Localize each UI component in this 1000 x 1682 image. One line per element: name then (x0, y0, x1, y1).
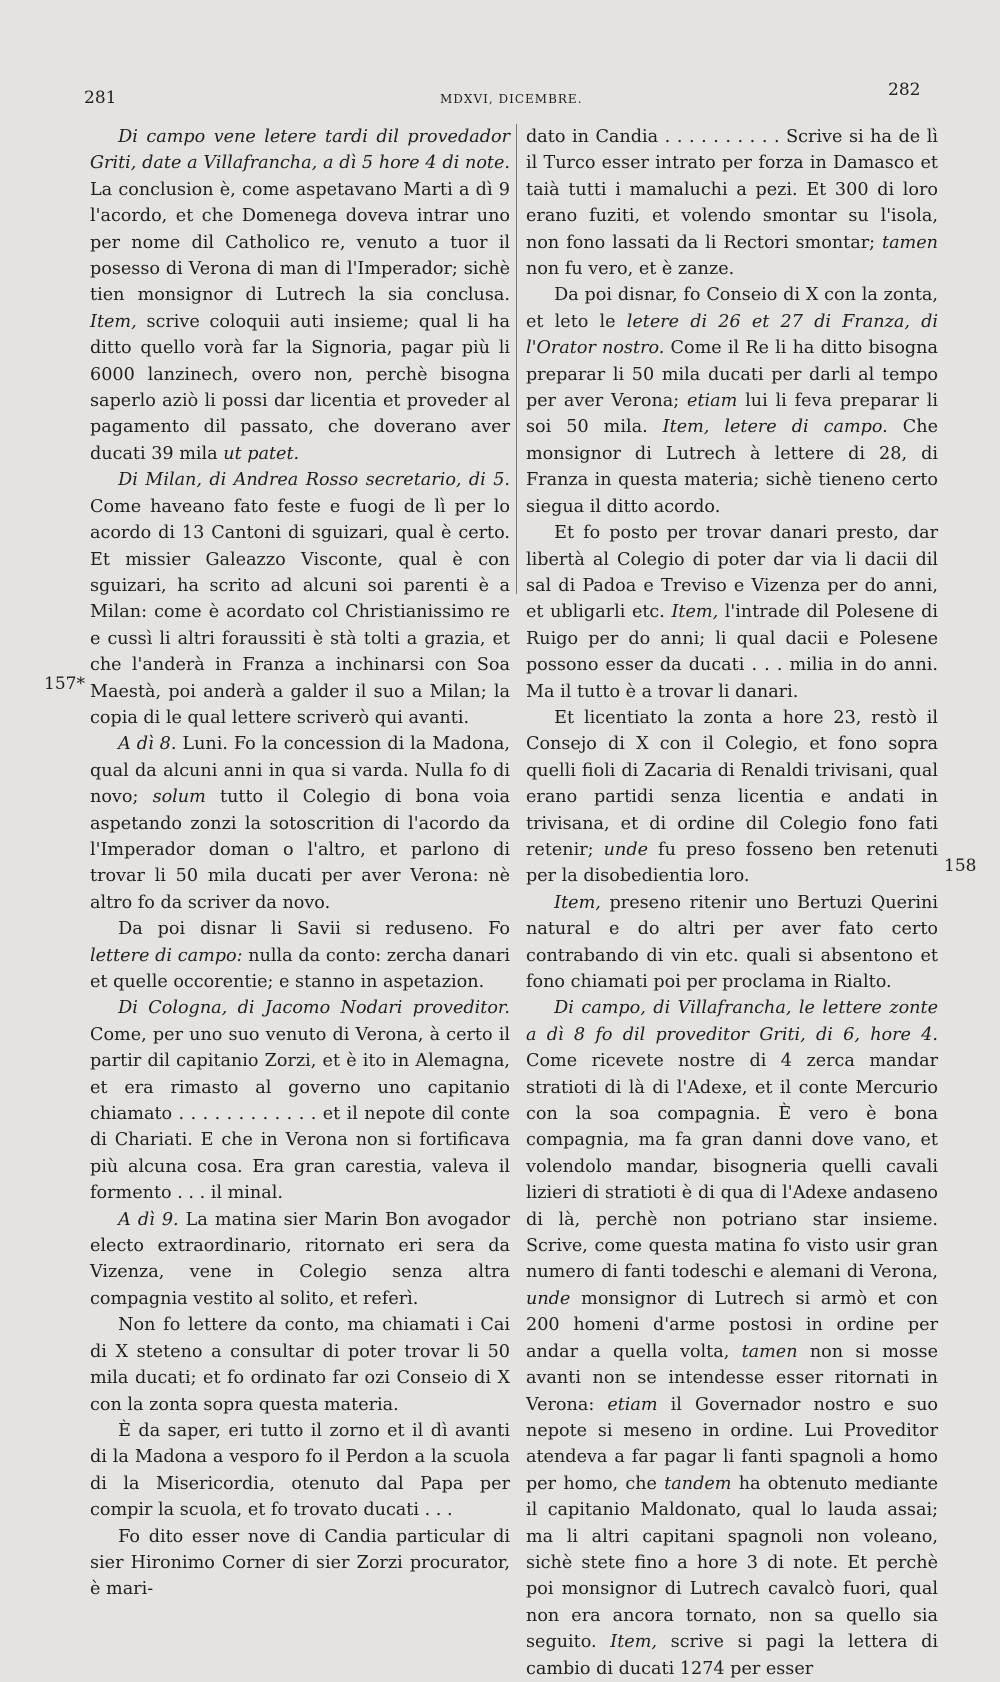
running-title: MDXVI, DICEMBRE. (440, 92, 583, 106)
paragraph: Item, preseno ritenir uno Bertuzi Querini natural e do altri per aver fato certo contrabando di vin etc. quali si absentono et fono chiamati poi per proclama in Rialto. (526, 892, 938, 992)
right-column (526, 124, 938, 1682)
running-head (0, 80, 1000, 118)
paragraph: A dì 8. Luni. Fo la concession di la Madona, qual da alcuni anni in qua si varda. Nulla fo di novo; solum tutto il Colegio di bona voia aspetando zonzi la sotoscrition di l'acordo da l'Imperador doman o l'altro, et parlono di trovar li 50 mila ducati per aver Verona: nè altro fo da scriver da novo. (90, 734, 510, 913)
paragraph: Di Cologna, di Jacomo Nodari proveditor. Come, per uno suo venuto di Verona, à certo il partir dil capitanio Zorzi, et è ito in Alemagna, et era rimasto al governo uno capitanio chiamato . . . . . . . . . . . . et il nepote dil conte di Chariati. E che in Verona non si fortificava più alcuna cosa. Era gran carestia, valeva il formento . . . il minal. (90, 998, 510, 1204)
paragraph: Di campo vene letere tardi dil provedador Griti, date a Villafrancha, a dì 5 hore 4 di note. La conclusion è, come aspetavano Marti a dì 9 l'acordo, et che Domenega doveva intrar uno per nome dil Catholico re, venuto a tuor il posesso di Verona di man di l'Imperador; sichè tien monsignor di Lutrech la sia conclusa. Item, scrive coloquii auti insieme; qual li ha ditto quello vorà far la Signoria, pagar più li 6000 lanzinech, overo non, perchè bisogna saperlo aziò li possi dar licentia et proveder al pagamento dil passato, che doverano aver ducati 39 mila ut patet. (90, 127, 510, 464)
margin-note-left: 157* (44, 674, 85, 694)
paragraph: Fo dito esser nove di Candia particular di sier Hironimo Corner di sier Zorzi procurator, è mari- (90, 1526, 510, 1600)
paragraph: Et fo posto per trovar danari presto, dar libertà al Colegio di poter dar via li dacii dil sal di Padoa e Treviso e Vizenza per do anni, et ubligarli etc. Item, l'intrade dil Polesene di Ruigo per do anni; li qual dacii e Polesene possono esser da ducati . . . milia in do anni. Ma il tutto è a trovar li danari. (526, 523, 939, 702)
paragraph: Et licentiato la zonta a hore 23, restò il Consejo di X con il Colegio, et fono sopra quelli fioli di Zacaria di Renaldi trivisani, qual erano partidi senza licentia e andati in trivisana, et di ordine dil Colegio fono fati retenir; unde fu preso fosseno ben retenuti per la disobedientia loro. (526, 707, 938, 887)
page-number-right: 282 (888, 80, 921, 100)
paragraph: Di campo, di Villafrancha, le lettere zonte a dì 8 fo dil proveditor Griti, di 6, hore 4. Come ricevete nostre di 4 zerca mandar stratioti di là di l'Adexe, et il conte Mercurio con la soa compagnia. È vero è bona compagnia, ma fa gran danni dove vano, et volendolo mandar, bisogneria quelli cavali lizieri di stratioti è di qua di l'Adexe andaseno di là, perchè non potriano star insieme. Scrive, come questa matina fo visto usir gran numero di fanti todeschi e alemani di Verona, unde monsignor di Lutrech si armò et con 200 homeni d'arme postosi in ordine per andar a quella volta, tamen non si mosse avanti non se intendesse esser ritornati in Verona: etiam il Governador nostro e suo nepote si meseno in ordine. Lui Proveditor atendeva a far pagar li fanti spagnoli a homo per homo, che tandem ha obtenuto mediante il capitanio Maldonato, qual lo lauda assai; ma li altri capitani spagnoli non voleano, sichè stete fino a hore 3 di note. Et perchè poi monsignor di Lutrech cavalcò fuori, qual non era ancora tornato, non sa quello sia seguito. Item, scrive si pagi la lettera di cambio di ducati 1274 per esser (526, 998, 938, 1679)
paragraph: A dì 9. La matina sier Marin Bon avogador electo extraordinario, ritornato eri sera da Vizenza, vene in Colegio senza altra compagnia vestito al solito, et referì. (90, 1209, 510, 1309)
column-divider (516, 124, 517, 594)
paragraph: Da poi disnar, fo Conseio di X con la zonta, et leto le letere di 26 et 27 di Franza, di l'Orator nostro. Come il Re li ha ditto bisogna preparar li 50 mila ducati per darli al tempo per aver Verona; etiam lui li feva preparar li soi 50 mila. Item, letere di campo. Che monsignor di Lutrech à lettere di 28, di Franza in questa materia; sichè tieneno certo siegua il ditto acordo. (526, 285, 939, 517)
paragraph: Non fo lettere da conto, ma chiamati i Cai di X steteno a consultar di poter trovar li 50 mila ducati; et fo ordinato far ozi Conseio di X con la zonta sopra questa materia. (90, 1315, 510, 1415)
margin-note-right: 158 (944, 856, 977, 876)
paragraph: dato in Candia . . . . . . . . . . Scrive si ha de lì il Turco esser intrato per forza in Damasco et taià tutti i mamaluchi a pezi. Et 300 di loro erano fuziti, et volendo smontar su l'isola, non fono lassati da li Rectori smontar; tamen non fu vero, et è zanze. (526, 127, 938, 280)
left-column (90, 124, 510, 1603)
page-number-left: 281 (84, 88, 117, 108)
paragraph: Da poi disnar li Savii si reduseno. Fo lettere di campo: nulla da conto: zercha danari et quelle occorentie; e stanno in aspetazion. (90, 919, 510, 992)
paragraph: È da saper, eri tutto il zorno et il dì avanti di la Madona a vesporo fo il Perdon a la scuola di la Misericordia, otenuto dal Papa per compir la scuola, et fo trovato ducati . . . (90, 1420, 510, 1521)
paragraph: Di Milan, di Andrea Rosso secretario, di 5. Come haveano fato feste e fuogi de lì per lo acordo di 13 Cantoni di sguizari, qual è certo. Et missier Galeazzo Visconte, qual è con sguizari, ha scrito ad alcuni soi parenti è a Milan: come è acordato col Christianissimo re e cussì li altri foraussiti è stà tolti a grazia, et che l'anderà in Franza a inchinarsi con Soa Maestà, poi anderà a galder il suo a Milan; la copia di le qual lettere scriverò qui avanti. (90, 470, 510, 728)
